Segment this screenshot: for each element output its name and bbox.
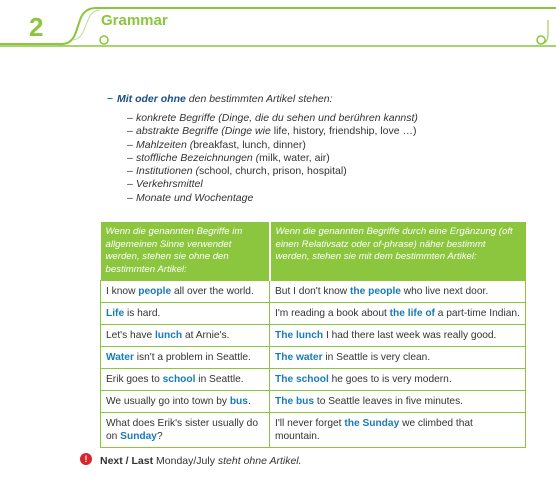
table-cell-right [270, 369, 526, 391]
cell-text: ? [156, 431, 163, 442]
cell-text: who live next door. [400, 286, 489, 297]
keyword: The water [275, 352, 323, 363]
category-item [127, 165, 418, 178]
keyword: the life of [389, 308, 435, 319]
intro-rest: den bestimmten Artikel stehen: [185, 93, 333, 105]
category-list [127, 112, 418, 205]
table-row [101, 281, 526, 303]
cell-text: a part-time Indian. [434, 308, 520, 319]
table-cell-right [270, 391, 526, 413]
cell-text: is hard. [124, 308, 161, 319]
cell-text: Let's have [106, 330, 155, 341]
keyword: Life [106, 308, 125, 319]
table-row [101, 325, 526, 347]
cell-text: in Seattle. [195, 374, 244, 385]
category-italic: Mahlzeiten ( [136, 138, 194, 151]
table-cell-right [270, 347, 526, 369]
table-header-right: Wenn die genannten Begriffe durch eine Ergänzung (oft einen Relativsatz oder of-phrase) näher bestimmt werden, stehen sie mit dem bestimmten Artikel: [270, 222, 526, 281]
list-dash: – [127, 178, 133, 191]
cell-text: at Arnie's. [182, 330, 230, 341]
cell-text: he goes to is very modern. [328, 374, 452, 385]
keyword: school [162, 374, 196, 385]
list-dash: – [127, 138, 133, 151]
table-cell-right [270, 413, 526, 448]
table-row [101, 303, 526, 325]
category-examples: milk, water, air) [259, 151, 330, 164]
cell-text: we climbed that mountain. [275, 418, 473, 442]
keyword: The lunch [275, 330, 324, 341]
header-decoration [0, 0, 556, 60]
keyword: people [138, 286, 172, 297]
category-italic: Institutionen ( [136, 165, 200, 178]
table-row [101, 391, 526, 413]
category-italic: stoffliche Bezeichnungen ( [136, 151, 260, 164]
list-dash: – [127, 191, 133, 204]
table-cell-left [101, 303, 270, 325]
cell-text: Erik goes to [106, 374, 163, 385]
category-item [127, 139, 418, 152]
table-cell-left [101, 369, 270, 391]
cell-text: to Seattle leaves in five minutes. [314, 396, 463, 407]
category-item [127, 125, 418, 138]
list-dash: – [127, 151, 133, 164]
category-italic: Verkehrsmittel [136, 178, 203, 191]
table-cell-right [270, 281, 526, 303]
cell-text: What does Erik's sister usually do on [106, 418, 258, 442]
keyword: bus [229, 396, 248, 407]
keyword: the Sunday [344, 418, 400, 429]
category-item [127, 192, 418, 205]
table-cell-left [101, 347, 270, 369]
section-title: Grammar [101, 12, 168, 29]
grammar-table [100, 222, 526, 448]
keyword: Sunday [120, 431, 157, 442]
table-cell-left [101, 413, 270, 448]
table-row [101, 413, 526, 448]
cell-text: I had there last week was really good. [323, 330, 497, 341]
cell-text: We usually go into town by [106, 396, 230, 407]
intro-bold: Mit oder ohne [117, 93, 186, 105]
category-item [127, 112, 418, 125]
table-cell-left [101, 391, 270, 413]
bullet-dash: – [107, 92, 113, 104]
intro-line [107, 92, 333, 105]
category-italic: Monate und Wochentage [136, 191, 254, 204]
note-plain: Monday/July [153, 455, 218, 467]
keyword: The school [275, 374, 329, 385]
cell-text: I'm reading a book about [275, 308, 390, 319]
keyword: The bus [275, 396, 315, 407]
cell-text: isn't a problem in Seattle. [133, 352, 251, 363]
category-italic: konkrete Begriffe (Dinge, die du sehen und berühren kannst) [136, 112, 418, 124]
list-dash: – [127, 112, 133, 124]
cell-text: But I don't know [275, 286, 350, 297]
note-bold: Next / Last [100, 455, 154, 467]
cell-text: I'll never forget [275, 418, 345, 429]
cell-text: . [247, 396, 251, 407]
table-header-left: Wenn die genannten Begriffe im allgemeinen Sinne verwendet werden, stehen sie ohne den bestimmten Artikel: [101, 222, 270, 281]
cell-text: in Seattle is very clean. [322, 352, 431, 363]
keyword: lunch [154, 330, 183, 341]
category-italic: abstrakte Begriffe (Dinge wie [136, 125, 274, 138]
keyword: the people [350, 286, 401, 297]
table-cell-right [270, 325, 526, 347]
table-row [101, 369, 526, 391]
table-cell-right [270, 303, 526, 325]
chapter-number: 2 [29, 12, 44, 42]
category-item [127, 178, 418, 191]
cell-text: I know [106, 286, 139, 297]
cell-text: all over the world. [171, 286, 254, 297]
note-italic: steht ohne Artikel. [217, 455, 302, 467]
category-examples: school, church, prison, hospital) [199, 165, 347, 178]
table-cell-left [101, 281, 270, 303]
keyword: Water [106, 352, 134, 363]
table-row [101, 347, 526, 369]
category-examples: breakfast, lunch, dinner) [193, 138, 306, 151]
note-line [100, 455, 302, 467]
exclamation-icon: ! [80, 453, 92, 465]
category-examples: life, history, friendship, love …) [273, 125, 417, 138]
list-dash: – [127, 125, 133, 138]
table-cell-left [101, 325, 270, 347]
category-item [127, 152, 418, 165]
list-dash: – [127, 165, 133, 178]
